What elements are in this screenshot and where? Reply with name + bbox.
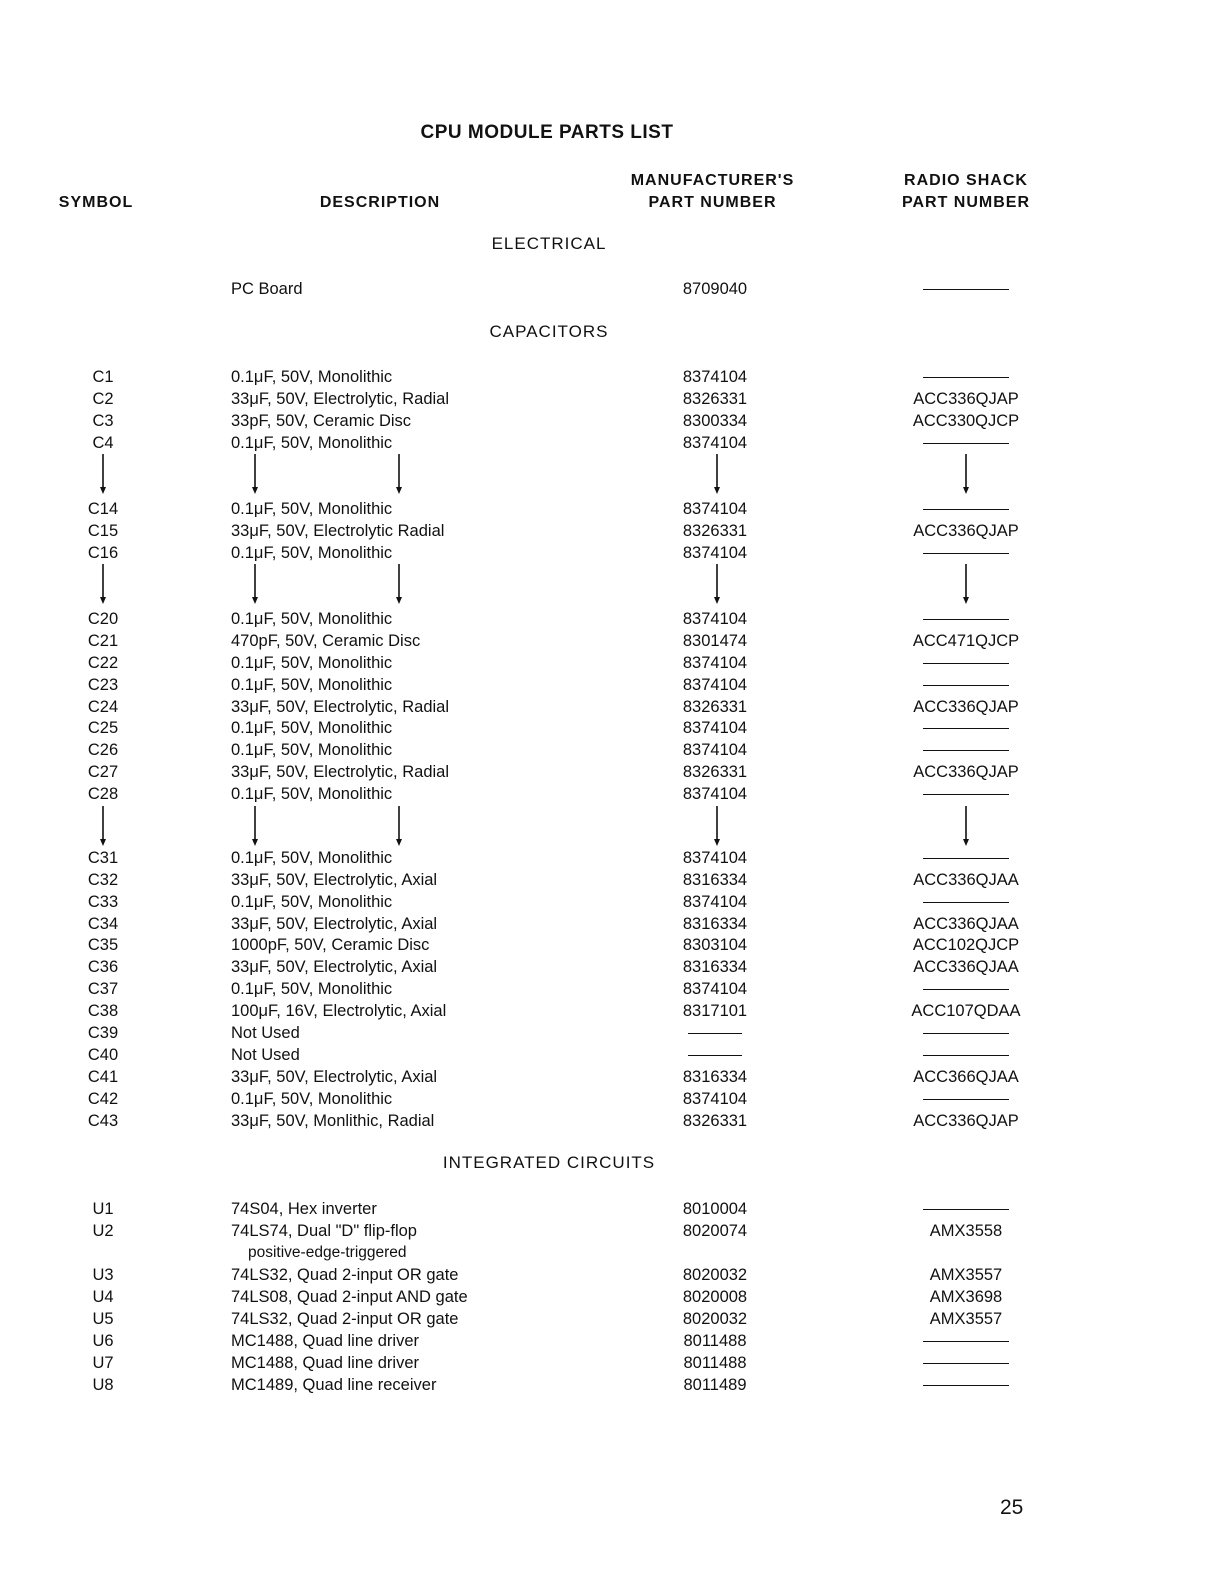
- down-arrow-icon: [97, 564, 109, 604]
- radioshack-part-number: [893, 1198, 1039, 1220]
- section-integrated-circuits: INTEGRATED CIRCUITS: [442, 1153, 656, 1172]
- dash-line: [923, 1385, 1009, 1386]
- part-symbol: U7: [92, 1354, 114, 1372]
- manufacturer-part-number: 8374104: [682, 719, 748, 737]
- part-symbol: C41: [87, 1068, 119, 1086]
- table-row: [0, 696, 1224, 718]
- radioshack-part-number: [893, 542, 1039, 564]
- manufacturer-part-number: 8326331: [682, 1112, 748, 1130]
- part-description: 0.1μF, 50V, Monolithic: [231, 893, 393, 911]
- header-description: [300, 192, 460, 214]
- table-row: [0, 1000, 1224, 1022]
- part-description: 33μF, 50V, Monlithic, Radial: [231, 1112, 435, 1130]
- table-row: [0, 1374, 1224, 1396]
- down-arrow-icon: [711, 564, 723, 604]
- table-row: [0, 1066, 1224, 1088]
- part-description: 0.1μF, 50V, Monolithic: [231, 368, 393, 386]
- table-row: [0, 913, 1224, 935]
- radioshack-part-number: [893, 1352, 1039, 1374]
- part-symbol: U4: [92, 1288, 114, 1306]
- radioshack-part-number: AMX3558: [929, 1222, 1003, 1240]
- part-symbol: C37: [87, 980, 119, 998]
- table-row: [0, 520, 1224, 542]
- table-row: [0, 717, 1224, 739]
- part-symbol: C43: [87, 1112, 119, 1130]
- part-description: 33μF, 50V, Electrolytic, Axial: [231, 958, 438, 976]
- dash-line: [923, 1363, 1009, 1364]
- manufacturer-part-number: 8326331: [682, 763, 748, 781]
- part-description: MC1489, Quad line receiver: [231, 1376, 437, 1394]
- manufacturer-part-number: 8326331: [682, 390, 748, 408]
- part-symbol: C27: [87, 763, 119, 781]
- table-row: [0, 739, 1224, 761]
- dash-line: [923, 1033, 1009, 1034]
- dash-line: [923, 663, 1009, 664]
- manufacturer-part-number: 8374104: [682, 785, 748, 803]
- dash-line: [923, 989, 1009, 990]
- part-description: PC Board: [231, 280, 303, 298]
- radioshack-part-number: ACC102QJCP: [912, 936, 1020, 954]
- manufacturer-part-number: 8011489: [683, 1376, 747, 1394]
- manufacturer-part-number: 8374104: [682, 368, 748, 386]
- header-description-label: DESCRIPTION: [319, 194, 441, 211]
- part-description: Not Used: [231, 1024, 300, 1042]
- part-description: 74LS32, Quad 2-input OR gate: [231, 1266, 459, 1284]
- part-symbol: U3: [92, 1266, 114, 1284]
- table-row: [0, 1352, 1224, 1374]
- header-radioshack-line2: PART NUMBER: [901, 194, 1031, 211]
- dash-line: [923, 858, 1009, 859]
- table-row: [0, 761, 1224, 783]
- radioshack-part-number: [893, 1044, 1039, 1066]
- manufacturer-part-number: 8374104: [682, 544, 748, 562]
- manufacturer-part-number: 8326331: [682, 698, 748, 716]
- down-arrow-icon: [711, 454, 723, 494]
- part-description: 74LS74, Dual "D" flip-flop: [231, 1222, 417, 1240]
- dash-line: [923, 685, 1009, 686]
- dash-line: [923, 1055, 1009, 1056]
- table-row: [0, 652, 1224, 674]
- table-row: [0, 956, 1224, 978]
- part-symbol: C22: [87, 654, 119, 672]
- radioshack-part-number: [893, 1022, 1039, 1044]
- part-symbol: C24: [87, 698, 119, 716]
- radioshack-part-number: [893, 608, 1039, 630]
- radioshack-part-number: ACC336QJAA: [913, 915, 1019, 933]
- manufacturer-part-number: 8316334: [682, 871, 748, 889]
- dash-line: [923, 728, 1009, 729]
- part-symbol: C25: [87, 719, 119, 737]
- part-description: MC1488, Quad line driver: [231, 1354, 420, 1372]
- section-electrical: ELECTRICAL: [491, 234, 607, 253]
- part-symbol: C31: [87, 849, 119, 867]
- manufacturer-part-number: 8374104: [682, 434, 748, 452]
- dash-line: [923, 750, 1009, 751]
- radioshack-part-number: ACC107QDAA: [911, 1002, 1021, 1020]
- header-radioshack-line1: RADIO SHACK: [904, 172, 1028, 189]
- manufacturer-part-number: 8374104: [682, 610, 748, 628]
- table-row: [0, 847, 1224, 869]
- manufacturer-part-number: 8010004: [682, 1200, 748, 1218]
- down-arrow-icon: [393, 454, 405, 494]
- manufacturer-part-number: 8316334: [682, 958, 748, 976]
- part-symbol: C4: [92, 434, 114, 452]
- part-description: positive-edge-triggered: [248, 1244, 407, 1261]
- table-row: [0, 891, 1224, 913]
- table-row: [0, 366, 1224, 388]
- dash-line: [923, 1099, 1009, 1100]
- manufacturer-part-number: 8316334: [682, 1068, 748, 1086]
- radioshack-part-number: ACC336QJAP: [913, 763, 1019, 781]
- dash-line: [923, 553, 1009, 554]
- part-symbol: U2: [92, 1222, 114, 1240]
- dash-line: [923, 377, 1009, 378]
- radioshack-part-number: ACC336QJAA: [913, 958, 1019, 976]
- manufacturer-part-number: 8374104: [682, 654, 748, 672]
- part-symbol: C28: [87, 785, 119, 803]
- radioshack-part-number: ACC336QJAP: [913, 390, 1019, 408]
- table-row: [0, 1264, 1224, 1286]
- part-symbol: C16: [87, 544, 119, 562]
- radioshack-part-number: [893, 366, 1039, 388]
- table-row: [0, 432, 1224, 454]
- part-description: 0.1μF, 50V, Monolithic: [231, 434, 393, 452]
- header-radioshack: [886, 170, 1046, 214]
- header-manufacturer: [600, 170, 825, 214]
- down-arrow-icon: [393, 564, 405, 604]
- part-description: 0.1μF, 50V, Monolithic: [231, 980, 393, 998]
- table-row: [0, 1088, 1224, 1110]
- part-description: 0.1μF, 50V, Monolithic: [231, 719, 393, 737]
- part-description: 0.1μF, 50V, Monolithic: [231, 676, 393, 694]
- manufacturer-part-number: 8300334: [682, 412, 748, 430]
- down-arrow-icon: [960, 454, 972, 494]
- radioshack-part-number: [893, 891, 1039, 913]
- part-description: 33μF, 50V, Electrolytic, Axial: [231, 871, 438, 889]
- header-manufacturer-line2: PART NUMBER: [648, 194, 777, 211]
- radioshack-part-number: [893, 1088, 1039, 1110]
- part-description: Not Used: [231, 1046, 300, 1064]
- table-row: [0, 978, 1224, 1000]
- radioshack-part-number: [893, 278, 1039, 300]
- table-row: [0, 783, 1224, 805]
- part-description: 33μF, 50V, Electrolytic, Axial: [231, 1068, 438, 1086]
- down-arrow-icon: [249, 564, 261, 604]
- down-arrow-icon: [97, 454, 109, 494]
- radioshack-part-number: ACC336QJAP: [913, 522, 1019, 540]
- part-symbol: C40: [87, 1046, 119, 1064]
- table-row: [0, 1022, 1224, 1044]
- part-symbol: C20: [87, 610, 119, 628]
- manufacturer-part-number: 8020032: [682, 1310, 748, 1328]
- dash-line: [923, 619, 1009, 620]
- radioshack-part-number: ACC330QJCP: [912, 412, 1020, 430]
- part-description: 33μF, 50V, Electrolytic, Axial: [231, 915, 438, 933]
- manufacturer-part-number: 8020032: [682, 1266, 748, 1284]
- dash-line: [923, 902, 1009, 903]
- radioshack-part-number: [893, 1374, 1039, 1396]
- table-row: [0, 1044, 1224, 1066]
- radioshack-part-number: AMX3557: [929, 1266, 1003, 1284]
- table-row: [0, 278, 1224, 300]
- part-description: 0.1μF, 50V, Monolithic: [231, 500, 393, 518]
- manufacturer-part-number: 8374104: [682, 893, 748, 911]
- dash-line: [923, 794, 1009, 795]
- part-description: 0.1μF, 50V, Monolithic: [231, 785, 393, 803]
- part-description: 33μF, 50V, Electrolytic Radial: [231, 522, 445, 540]
- radioshack-part-number: [893, 717, 1039, 739]
- header-symbol-label: SYMBOL: [58, 194, 134, 211]
- part-symbol: C14: [87, 500, 119, 518]
- manufacturer-part-number: 8374104: [682, 1090, 748, 1108]
- part-symbol: C36: [87, 958, 119, 976]
- part-symbol: C33: [87, 893, 119, 911]
- radioshack-part-number: [893, 652, 1039, 674]
- down-arrow-icon: [960, 564, 972, 604]
- part-symbol: C26: [87, 741, 119, 759]
- part-symbol: C3: [92, 412, 114, 430]
- radioshack-part-number: AMX3698: [929, 1288, 1003, 1306]
- table-row: [0, 1330, 1224, 1352]
- manufacturer-part-number: 8374104: [682, 980, 748, 998]
- table-row: [0, 1308, 1224, 1330]
- manufacturer-part-number: 8020008: [682, 1288, 748, 1306]
- radioshack-part-number: ACC336QJAP: [913, 1112, 1019, 1130]
- part-description: 0.1μF, 50V, Monolithic: [231, 741, 393, 759]
- page-title: CPU MODULE PARTS LIST: [420, 122, 674, 143]
- part-symbol: U5: [92, 1310, 114, 1328]
- manufacturer-part-number: 8374104: [682, 676, 748, 694]
- radioshack-part-number: [893, 978, 1039, 1000]
- table-row: [0, 674, 1224, 696]
- manufacturer-part-number: 8709040: [682, 280, 748, 298]
- down-arrow-icon: [97, 806, 109, 846]
- manufacturer-part-number: 8301474: [682, 632, 748, 650]
- part-symbol: U8: [92, 1376, 114, 1394]
- dash-line: [923, 1209, 1009, 1210]
- part-symbol: C1: [92, 368, 114, 386]
- radioshack-part-number: [893, 739, 1039, 761]
- part-description: 470pF, 50V, Ceramic Disc: [231, 632, 421, 650]
- table-row: [0, 630, 1224, 652]
- part-description: 0.1μF, 50V, Monolithic: [231, 1090, 393, 1108]
- part-description: 33μF, 50V, Electrolytic, Radial: [231, 390, 450, 408]
- table-row: [0, 1242, 1224, 1264]
- header-manufacturer-line1: MANUFACTURER'S: [630, 172, 795, 189]
- dash-line: [923, 509, 1009, 510]
- down-arrow-icon: [249, 454, 261, 494]
- down-arrow-icon: [393, 806, 405, 846]
- manufacturer-part-number: [640, 1044, 790, 1066]
- manufacturer-part-number: [640, 1022, 790, 1044]
- radioshack-part-number: [893, 1330, 1039, 1352]
- radioshack-part-number: ACC366QJAA: [913, 1068, 1019, 1086]
- part-description: 33pF, 50V, Ceramic Disc: [231, 412, 412, 430]
- table-row: [0, 1110, 1224, 1132]
- dash-line: [923, 1341, 1009, 1342]
- part-symbol: C35: [87, 936, 119, 954]
- manufacturer-part-number: 8316334: [682, 915, 748, 933]
- part-symbol: C21: [87, 632, 119, 650]
- down-arrow-icon: [960, 806, 972, 846]
- part-symbol: C23: [87, 676, 119, 694]
- part-symbol: C42: [87, 1090, 119, 1108]
- table-row: [0, 1198, 1224, 1220]
- table-row: [0, 542, 1224, 564]
- part-description: 0.1μF, 50V, Monolithic: [231, 849, 393, 867]
- dash-line: [923, 443, 1009, 444]
- part-symbol: C2: [92, 390, 114, 408]
- part-description: 74LS32, Quad 2-input OR gate: [231, 1310, 459, 1328]
- part-description: 33μF, 50V, Electrolytic, Radial: [231, 763, 450, 781]
- part-description: 0.1μF, 50V, Monolithic: [231, 544, 393, 562]
- table-row: [0, 869, 1224, 891]
- part-symbol: U6: [92, 1332, 114, 1350]
- radioshack-part-number: [893, 498, 1039, 520]
- table-row: [0, 934, 1224, 956]
- table-row: [0, 410, 1224, 432]
- part-description: MC1488, Quad line driver: [231, 1332, 420, 1350]
- table-row: [0, 1286, 1224, 1308]
- table-row: [0, 498, 1224, 520]
- down-arrow-icon: [711, 806, 723, 846]
- radioshack-part-number: [893, 674, 1039, 696]
- manufacturer-part-number: 8317101: [682, 1002, 748, 1020]
- radioshack-part-number: [893, 847, 1039, 869]
- part-description: 0.1μF, 50V, Monolithic: [231, 610, 393, 628]
- part-description: 0.1μF, 50V, Monolithic: [231, 654, 393, 672]
- manufacturer-part-number: 8011488: [683, 1332, 747, 1350]
- table-row: [0, 388, 1224, 410]
- part-description: 100μF, 16V, Electrolytic, Axial: [231, 1002, 447, 1020]
- radioshack-part-number: ACC471QJCP: [912, 632, 1020, 650]
- manufacturer-part-number: 8326331: [682, 522, 748, 540]
- manufacturer-part-number: 8374104: [682, 849, 748, 867]
- part-symbol: C38: [87, 1002, 119, 1020]
- manufacturer-part-number: 8374104: [682, 741, 748, 759]
- section-capacitors: CAPACITORS: [489, 322, 609, 341]
- part-description: 74LS08, Quad 2-input AND gate: [231, 1288, 468, 1306]
- manufacturer-part-number: 8303104: [682, 936, 748, 954]
- radioshack-part-number: AMX3557: [929, 1310, 1003, 1328]
- table-row: [0, 1220, 1224, 1242]
- radioshack-part-number: [893, 432, 1039, 454]
- part-description: 74S04, Hex inverter: [231, 1200, 377, 1218]
- radioshack-part-number: [893, 783, 1039, 805]
- manufacturer-part-number: 8020074: [682, 1222, 748, 1240]
- part-symbol: C32: [87, 871, 119, 889]
- dash-line: [688, 1055, 742, 1056]
- radioshack-part-number: ACC336QJAP: [913, 698, 1019, 716]
- part-description: 1000pF, 50V, Ceramic Disc: [231, 936, 430, 954]
- part-description: 33μF, 50V, Electrolytic, Radial: [231, 698, 450, 716]
- part-symbol: C34: [87, 915, 119, 933]
- dash-line: [923, 289, 1009, 290]
- page-number: 25: [1000, 1496, 1024, 1519]
- part-symbol: C15: [87, 522, 119, 540]
- table-row: [0, 608, 1224, 630]
- dash-line: [688, 1033, 742, 1034]
- manufacturer-part-number: 8374104: [682, 500, 748, 518]
- part-symbol: C39: [87, 1024, 119, 1042]
- radioshack-part-number: ACC336QJAA: [913, 871, 1019, 889]
- header-symbol: [50, 192, 142, 214]
- part-symbol: U1: [92, 1200, 114, 1218]
- manufacturer-part-number: 8011488: [683, 1354, 747, 1372]
- down-arrow-icon: [249, 806, 261, 846]
